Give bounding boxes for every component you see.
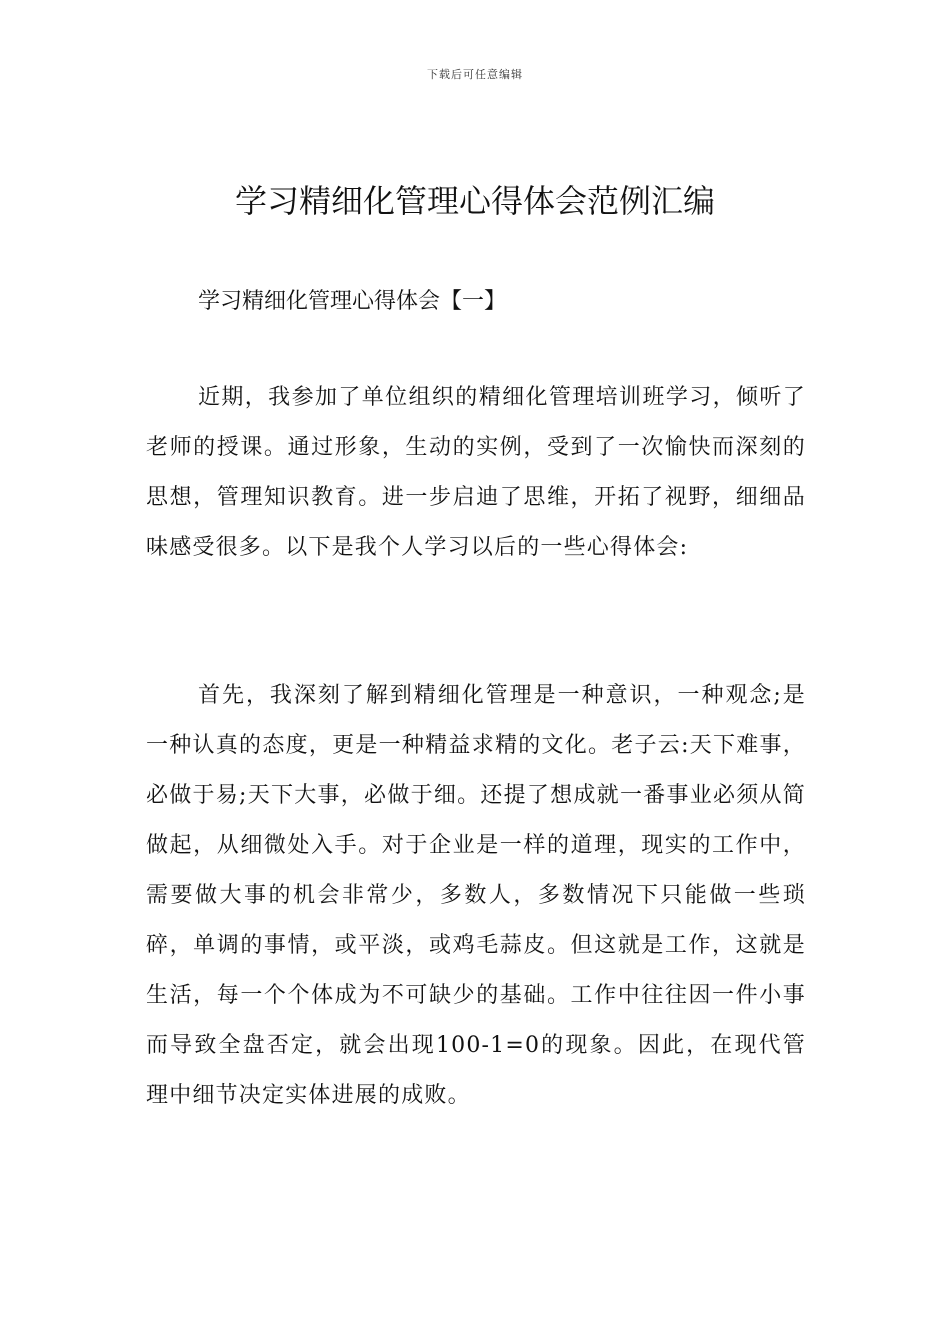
section-heading: 学习精细化管理心得体会【一】 (198, 289, 507, 314)
header-note: 下载后可任意编辑 (427, 68, 523, 81)
paragraph-1: 近期，我参加了单位组织的精细化管理培训班学习，倾听了老师的授课。通过形象，生动的实例，受到了一次愉快而深刻的思想，管理知识教育。进一步启迪了思维，开拓了视野，细细品味感受很多。以下是我个人学习以后的一些心得体会: (146, 385, 806, 560)
paragraph-2: 首先，我深刻了解到精细化管理是一种意识，一种观念;是一种认真的态度，更是一种精益求精的文化。老子云:天下难事，必做于易;天下大事，必做于细。还提了想成就一番事业必须从简做起，从细微处入手。对于企业是一样的道理，现实的工作中，需要做大事的机会非常少，多数人，多数情况下只能做一些琐碎，单调的事情，或平淡，或鸡毛蒜皮。但这就是工作，这就是生活，每一个个体成为不可缺少的基础。工作中往往因一件小事而导致全盘否定，就会出现100-1=0的现象。因此，在现代管理中细节决定实体进展的成败。 (146, 683, 806, 1108)
document-title: 学习精细化管理心得体会范例汇编 (234, 182, 715, 220)
